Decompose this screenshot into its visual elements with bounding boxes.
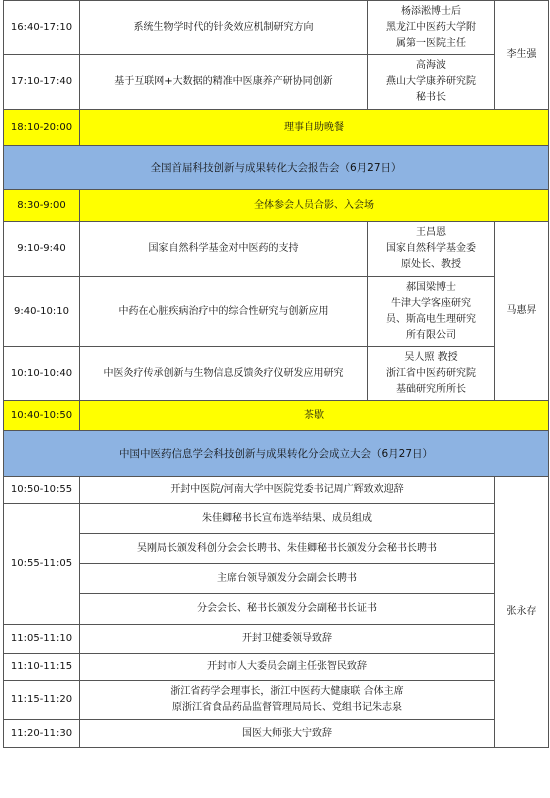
speaker-line: 浙江省中医药研究院 bbox=[386, 367, 476, 379]
time-cell: 11:20-11:30 bbox=[4, 720, 80, 748]
event-cell: 全体参会人员合影、入会场 bbox=[80, 190, 549, 222]
time-cell: 16:40-17:10 bbox=[4, 1, 80, 55]
speaker-line: 秘书长 bbox=[416, 92, 446, 103]
topic-cell: 基于互联网+大数据的精准中医康养产研协同创新 bbox=[80, 55, 368, 110]
event-cell: 茶歇 bbox=[80, 401, 549, 431]
table-row bbox=[4, 534, 549, 564]
speaker-line: 燕山大学康养研究院 bbox=[386, 76, 476, 87]
schedule-table bbox=[3, 0, 549, 748]
speaker-cell bbox=[368, 347, 495, 401]
time-cell: 11:15-11:20 bbox=[4, 681, 80, 720]
table-row bbox=[4, 504, 549, 534]
agenda-item-cell: 国医大师张大宁致辞 bbox=[80, 720, 495, 748]
topic-cell: 系统生物学时代的针灸效应机制研究方向 bbox=[80, 1, 368, 55]
speaker-cell bbox=[368, 55, 495, 110]
agenda-item-cell: 吴刚局长颁发科创分会会长聘书、朱佳卿秘书长颁发分会秘书长聘书 bbox=[80, 534, 495, 564]
time-cell: 9:40-10:10 bbox=[4, 277, 80, 347]
speaker-line: 王昌恩 bbox=[416, 227, 446, 238]
speaker-line: 基础研究所所长 bbox=[396, 383, 466, 395]
time-cell: 17:10-17:40 bbox=[4, 55, 80, 110]
time-cell: 10:40-10:50 bbox=[4, 401, 80, 431]
topic-cell: 中药在心脏疾病治疗中的综合性研究与创新应用 bbox=[80, 277, 368, 347]
table-row bbox=[4, 625, 549, 654]
table-row bbox=[4, 1, 549, 55]
time-cell: 10:50-10:55 bbox=[4, 477, 80, 504]
time-cell: 11:10-11:15 bbox=[4, 654, 80, 681]
table-row bbox=[4, 654, 549, 681]
speaker-line: 所有限公司 bbox=[406, 329, 456, 341]
agenda-item-cell bbox=[80, 681, 495, 720]
section-banner-row bbox=[4, 431, 549, 477]
host-cell: 李生强 bbox=[495, 1, 549, 110]
host-cell: 张永存 bbox=[495, 477, 549, 748]
speaker-line: 国家自然科学基金委 bbox=[386, 243, 476, 254]
section-banner: 中国中医药信息学会科技创新与成果转化分会成立大会（6月27日） bbox=[4, 431, 549, 477]
host-cell: 马惠昇 bbox=[495, 222, 549, 401]
speaker-cell bbox=[368, 277, 495, 347]
agenda-item-cell: 分会会长、秘书长颁发分会副秘书长证书 bbox=[80, 594, 495, 625]
section-banner-row bbox=[4, 146, 549, 190]
table-row bbox=[4, 222, 549, 277]
table-row bbox=[4, 55, 549, 110]
agenda-item-cell: 开封中医院/河南大学中医院党委书记周广辉致欢迎辞 bbox=[80, 477, 495, 504]
agenda-item-cell: 开封市人大委员会副主任张智民致辞 bbox=[80, 654, 495, 681]
speaker-line: 郝国梁博士 bbox=[406, 281, 456, 293]
section-banner: 全国首届科技创新与成果转化大会报告会（6月27日） bbox=[4, 146, 549, 190]
topic-cell: 国家自然科学基金对中医药的支持 bbox=[80, 222, 368, 277]
speaker-line: 高海波 bbox=[416, 60, 446, 71]
table-row bbox=[4, 720, 549, 748]
table-row bbox=[4, 347, 549, 401]
time-cell: 9:10-9:40 bbox=[4, 222, 80, 277]
time-cell: 18:10-20:00 bbox=[4, 110, 80, 146]
table-row bbox=[4, 564, 549, 594]
table-row bbox=[4, 277, 549, 347]
agenda-item-cell: 开封卫健委领导致辞 bbox=[80, 625, 495, 654]
table-row bbox=[4, 681, 549, 720]
time-cell: 8:30-9:00 bbox=[4, 190, 80, 222]
agenda-item-line: 原浙江省食品药品监督管理局局长、党组书记朱志泉 bbox=[172, 702, 402, 713]
speaker-line: 吴人照 教授 bbox=[404, 351, 458, 363]
tea-row bbox=[4, 401, 549, 431]
table-row bbox=[4, 477, 549, 504]
photo-row bbox=[4, 190, 549, 222]
speaker-line: 原处长、教授 bbox=[401, 259, 461, 270]
time-cell: 10:10-10:40 bbox=[4, 347, 80, 401]
event-cell: 理事自助晚餐 bbox=[80, 110, 549, 146]
speaker-line: 黑龙江中医药大学附 bbox=[386, 21, 476, 33]
time-cell: 11:05-11:10 bbox=[4, 625, 80, 654]
time-cell: 10:55-11:05 bbox=[4, 504, 80, 625]
dinner-row bbox=[4, 110, 549, 146]
agenda-item-cell: 朱佳卿秘书长宣布选举结果、成员组成 bbox=[80, 504, 495, 534]
agenda-item-cell: 主席台领导颁发分会副会长聘书 bbox=[80, 564, 495, 594]
speaker-cell bbox=[368, 222, 495, 277]
table-row bbox=[4, 594, 549, 625]
topic-cell: 中医灸疗传承创新与生物信息反馈灸疗仪研发应用研究 bbox=[80, 347, 368, 401]
speaker-line: 员、斯高电生理研究 bbox=[386, 313, 476, 325]
speaker-line: 属第一医院主任 bbox=[396, 37, 466, 49]
speaker-line: 牛津大学客座研究 bbox=[391, 297, 471, 309]
speaker-line: 杨添淞博士后 bbox=[401, 5, 461, 17]
agenda-item-line: 浙江省药学会理事长，浙江中医药大健康联 合体主席 bbox=[170, 686, 404, 697]
speaker-cell bbox=[368, 1, 495, 55]
